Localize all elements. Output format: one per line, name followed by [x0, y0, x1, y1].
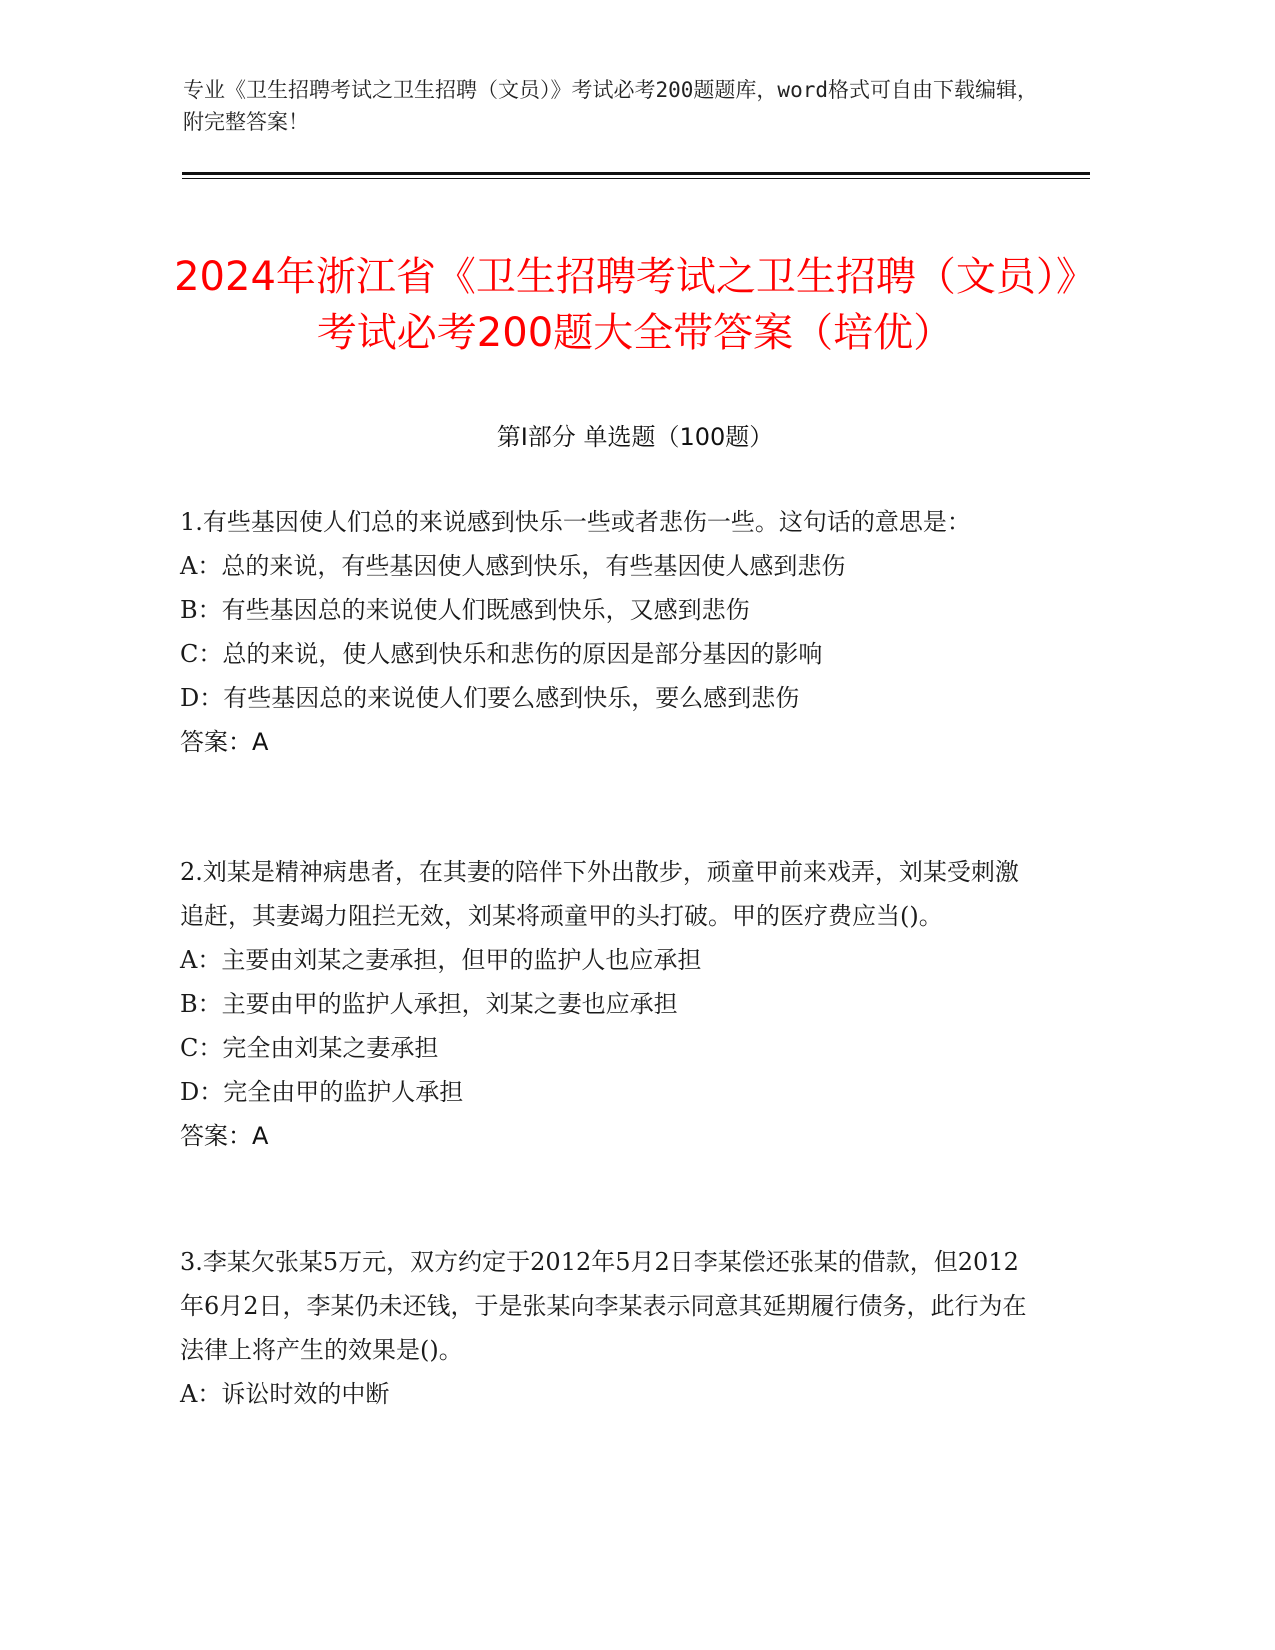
question-stem: 3.李某欠张某5万元，双方约定于2012年5月2日李某偿还张某的借款，但2012年6月2日，李某仍未还钱，于是张某向李某表示同意其延期履行债务，此行为在法律上将产生的效果是()。: [180, 1248, 1027, 1364]
section-heading: 第I部分 单选题（100题）: [496, 423, 774, 451]
option-d: D：有些基因总的来说使人们要么感到快乐，要么感到悲伤: [180, 684, 800, 712]
header-note: 专业《卫生招聘考试之卫生招聘（文员）》考试必考200题题库，word格式可自由下载编辑，附完整答案！: [183, 78, 1038, 134]
option-b: B：主要由甲的监护人承担，刘某之妻也应承担: [180, 990, 678, 1018]
answer: 答案：A: [180, 1122, 269, 1150]
option-c: C：完全由刘某之妻承担: [180, 1034, 439, 1062]
header-divider-thick: [182, 172, 1090, 175]
option-b: B：有些基因总的来说使人们既感到快乐，又感到悲伤: [180, 596, 750, 624]
option-a: A：主要由刘某之妻承担，但甲的监护人也应承担: [180, 946, 702, 974]
question-stem: 2.刘某是精神病患者，在其妻的陪伴下外出散步，顽童甲前来戏弄，刘某受刺激追赶，其妻竭力阻拦无效，刘某将顽童甲的头打破。甲的医疗费应当()。: [180, 858, 1019, 930]
option-a: A：总的来说，有些基因使人感到快乐，有些基因使人感到悲伤: [180, 552, 846, 580]
question-1: [180, 500, 1040, 764]
question-stem: 1.有些基因使人们总的来说感到快乐一些或者悲伤一些。这句话的意思是：: [180, 508, 971, 536]
question-2: [180, 850, 1040, 1158]
option-d: D：完全由甲的监护人承担: [180, 1078, 464, 1106]
header-divider-thin: [182, 178, 1090, 179]
question-3: [180, 1240, 1040, 1416]
option-a: A：诉讼时效的中断: [180, 1380, 390, 1408]
option-c: C：总的来说，使人感到快乐和悲伤的原因是部分基因的影响: [180, 640, 823, 668]
document-title: 2024年浙江省《卫生招聘考试之卫生招聘（文员）》考试必考200题大全带答案（培优）: [174, 253, 1096, 356]
answer: 答案：A: [180, 728, 269, 756]
